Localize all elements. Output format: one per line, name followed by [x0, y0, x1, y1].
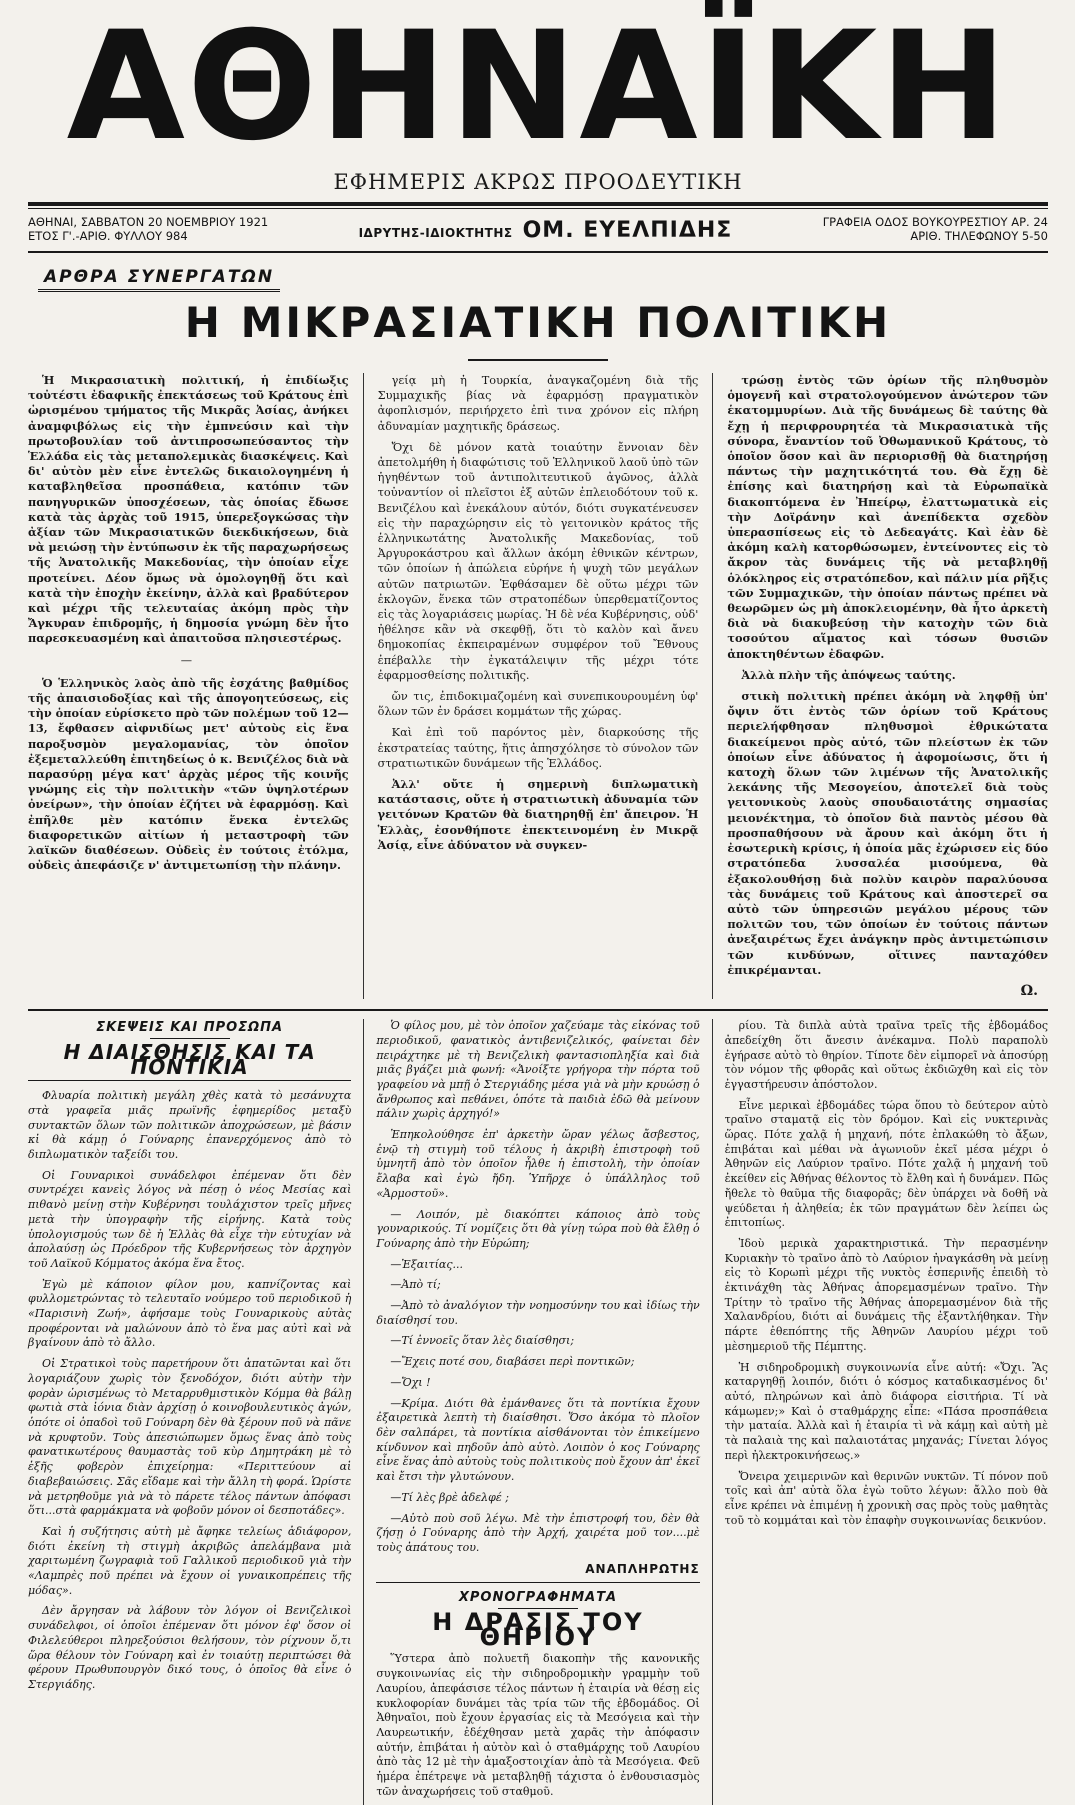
founder-block [359, 218, 733, 243]
bottom-section [28, 1019, 1048, 1805]
headline-rule [468, 359, 608, 361]
column-headline: Η ΔΡΑΣΙΣ ΤΟΥ ΘΗΡΙΟΥ [432, 1608, 644, 1651]
issue-date: ΑΘΗΝΑΙ, ΣΑΒΒΑΤΟΝ 20 ΝΟΕΜΒΡΙΟΥ 1921 [28, 215, 269, 229]
article-paragraph: Ἡ σιδηροδρομικὴ συγκοινωνία εἶνε αὐτή: «Ὄχι. Ἂς καταργηθῇ λοιπόν, διότι ὁ κόσμος καταδικασμένος δι' αὐτό, πληρώνων καὶ ἀπὸ διάφορα εἰσιτήρια. Τί νὰ κάμωμεν;» Καὶ ὁ σταθμάρχης εἶπε: «Πάσα προσπάθεια τὴν ματαία. Ἀλλὰ καὶ ἡ ἑταιρία τὶ νὰ κάμῃ καὶ αὐτὴ μὲ τὰ παλαιὰ της καὶ παλαιοτάτας μηχανάς; Γίνεται λόγος περὶ ἠλεκτροκινήσεως.» [724, 1360, 1048, 1462]
main-article [28, 253, 1048, 999]
founder-name: ΟΜ. ΕΥΕΛΠΙΔΗΣ [522, 218, 733, 243]
info-bar [28, 209, 1048, 253]
article-paragraph: — Λοιπόν, μὲ διακόπτει κάποιος ἀπὸ τοὺς γουναρικούς. Τί νομίζεις ὅτι θὰ γίνῃ τώρα ποὺ θὰ ἔλθῃ ὁ Γούναρης ἀπὸ τὴν Εὐρώπη; [376, 1207, 700, 1250]
article-paragraph: Ἰδοὺ μερικὰ χαρακτηριστικά. Τὴν περασμένην Κυριακὴν τὸ τραῖνο ἀπὸ τὸ Λαύριον ἠναγκάσθη νὰ μείνῃ εἰς τὸ Κορωπὶ μέχρι τῆς νυκτὸς ἐσπερινῆς ἐπειδὴ τὸ ἐκτινάχθη τὰς Ἀθήνας ἀπορεμασμένων τραῖνο. Τὴν Τρίτην τὸ τραῖνο τῆς Ἀθήνας ἀπορεμασμένον διὰ τῆς Χαλανδρίου, διότι αἱ δυνάμεις τῆς ἐξαντλήθηκαν. Τὴν πάρτε ἐθεπόπτης τῆς Ἀθηνῶν Λαυρίου μέχρι τοῦ μὲσημεριοῦ τῆς Πέμπτης. [724, 1236, 1048, 1353]
bottom-column-left [28, 1019, 351, 1805]
article-paragraph: Ὄνειρα χειμερινῶν καὶ θερινῶν νυκτῶν. Τί πόνον ποῦ τοῖς καὶ ἀπ' αὐτὰ ὅλα ἐγὼ τοῦτο λέγων: ἄλλο ποὺ θὰ εἶνε κρέπει νὰ ἐπιμένῃ ἡ χρονικὴ σας πρὸς τοὺς μαθητὰς τοῦ τὸ κομμάται καὶ τὸν ἐπαφὴν συγκοινωνίας δεικνύον. [724, 1469, 1048, 1527]
article-paragraph: τρώσῃ ἐντὸς τῶν ὁρίων τῆς πληθυσμὸν ὁμογενῆ καὶ στρατολογούμενον ἀνώτερον τῶν ἑκατομμυρίων. Διὰ τῆς δυνάμεως δὲ ταύτης θὰ ἔχῃ ἡ περιφρουρητέα τὰ Μικρασιατικὰ τῆς σύνορα, ἔναντίον τοῦ Ὀθωμανικοῦ Κράτους, τὸ ὁποῖον ὅσον καὶ ἂν περιορισθῇ θὰ διατηρήσῃ πάντως τὴν μαχητικότητά του. Θὰ ἔχῃ δὲ ἐπίσης καὶ διατηρήσῃ καὶ τὰ Εὐρωπαϊκὰ διακοπτόμενα ἐν Ἠπείρῳ, ἐλαττωματικὰ εἰς τὴν Δοϊράνην καὶ ἀνεπίδεκτα σχεδὸν ὑπερασπίσεως εἰς τὸ Δεδεαγάτς. Καὶ ἐὰν δὲ ἀκόμη καλὴ κατορθώσωμεν, ἐντείνοντες εἰς τὸ ἄκρον τὰς δυνάμεις τῆς νὰ μεταβληθῇ ὁλόκληρος εἰς στρατόπεδον, καὶ πάλιν μία ρῆξις τῶν Συμμαχικῶν, τὴν ὁποίαν πάντως πρέπει νὰ θεωρῶμεν ὡς μὴ ἀποκλειομένην, θὰ ἦτο ἀρκετὴ διὰ νὰ διακυβεύσῃ τὴν κατοχὴν τῶν διὰ τοσούτου αἵματος καὶ τόσων θυσιῶν ἀποκτηθέντων ἐδαφῶν. [727, 373, 1049, 661]
bottom-column-middle [376, 1019, 699, 1805]
article-columns [28, 373, 1048, 999]
newspaper-subtitle: ΕΦΗΜΕΡΙΣ ΑΚΡΩΣ ΠΡΟΟΔΕΥΤΙΚΗ [333, 170, 743, 194]
column-headline: Η ΔΙΑΙΣΘΗΣΙΣ ΚΑΙ ΤΑ ΠΟΝΤΙΚΙΑ [63, 1039, 316, 1079]
dialog-line: —Τί λὲς βρὲ ἀδελφέ ; [390, 1490, 509, 1504]
section-rule [376, 1582, 699, 1583]
article-column-1 [28, 373, 349, 999]
article-paragraph: Ἐγὼ μὲ κάποιον φίλον μου, καπνίζοντας καὶ φυλλομετρώντας τὸ τελευταῖο νούμερο τοῦ περιοδικοῦ ἡ «Παρισινὴ Ζωή», ἀφήσαμε τοὺς Γουναρικοὺς αὐτὰς προφέρονται νὰ μαλώνουν ἀπὸ τὸ ἕνα μας αὐτὶ καὶ νὰ βγαίνουν ἀπὸ τὸ ἄλλο. [28, 1277, 352, 1350]
article-paragraph: Ὄχι δὲ μόνον κατὰ τοιαύτην ἔννοιαν δὲν ἀπετολμήθη ἡ διαφώτισις τοῦ Ἑλληνικοῦ λαοῦ ὑπὸ τῶν ἡγηθέντων τοῦ ἀντιπολιτευτικοῦ ἀγῶνος, ἀλλὰ τοὐναντίον οἱ πλεῖστοι ἐξ αὐτῶν ἐπλειοδότουν τοῦ κ. Βενιζέλου καὶ ἐνεκάλουν αὐτόν, διότι συγκατένευσεν εἰς τὴν παραχώρησιν εἰς τὸ γειτονικὸν κράτος τῆς ἑλληνικωτάτης Ἀνατολικῆς Μακεδονίας, τοῦ Ἀργυροκάστρου καὶ ἄλλων ἀκόμη ἐθνικῶν κέντρων, τῶν ὁποίων ἡ ἀπώλεια εὑρήνε ἡ ψυχὴ τῶν μεγάλων αὐτῶν πατριωτῶν. Ἐφθάσαμεν δὲ οὕτω μέχρι τῶν ἐκλογῶν, ἕνεκα τῶν στρατοπέδων ὑπερθεματίζοντος εἰς τὰς λογαριάσεις μωρίας. Ἡ δὲ νέα Κυβέρνησις, οὐδ' ἠθέλησε κἂν νὰ σκεφθῇ, ὅτι τὸ καλὸν καὶ ἄνευ δημοκοπίας ἐκπειραμένων συμφέρον τοῦ Ἔθνους ἐπέβαλλε τὴν ἐγκατάλειψιν τῆς μέχρι τότε ἐφαρμοσθείσης πολιτικῆς. [377, 440, 699, 682]
article-paragraph: Ἡ Μικρασιατικὴ πολιτική, ἡ ἐπιδίωξις τοὐτέστι ἐδαφικῆς ἐπεκτάσεως τοῦ Κράτους ἐπὶ ὡρισμένου τμήματος τῆς Μικρᾶς Ἀσίας, ἀνήκει ἀναμφιβόλως εἰς τὴν ἐμπνεύσιν καὶ τὴν πρωτοβουλίαν τοῦ ἀντιπροσωπεύσαντος τὴν Ἑλλάδα εἰς τὰς μεταπολεμικὰς διασκέψεις. Καὶ δι' αὐτὸν μὲν εἶνε ἐντελῶς δικαιολογημένη ἡ καταβληθεῖσα προσπάθεια, κατόπιν τῶν πανηγυρικῶν ὑποσχέσεων, τὰς ὁποίας ἔδωσε κατὰ τὰς ἀρχὰς τοῦ 1915, ὑπερεξογκώσας τὴν ἀξίαν τῶν Μικρασιατικῶν διεκδικήσεων, διὰ νὰ μειώσῃ τὴν ἐντύπωσιν ἐκ τῆς παραχωρήσεως τῆς Ἀνατολικῆς Μακεδονίας, τὴν ὁποίαν εἶχε προτείνει. Δέον ὅμως νὰ ὁμολογηθῇ ὅτι καὶ κατὰ τὴν ἐποχὴν ἐκείνην, ἀλλὰ καὶ βραδύτερον καὶ μέχρι τῆς τελευταίας ἀκόμη πρὸς τὴν Ἄγκυραν ἐπιδρομῆς, ἡ δημοσία γνώμη δὲν ἦτο παρεσκευασμένη καὶ ἀπαιτοῦσα πλησιεστέρως. [28, 373, 349, 646]
article-paragraph: ρίου. Τὰ διπλὰ αὐτὰ τραῖνα τρεῖς τῆς ἑβδομάδος ἀπεδείχθη ὅτι ἄνεσιν ἀνέκαμνα. Πολὺ παραπολὺ ἐγήρασε αὐτὸ τὸ θηρίον. Τίποτε δὲν εἰμπορεῖ νὰ ἀποσύρῃ τὸν νόμον τῆς φθορᾶς καὶ οὕτως ἐκδιῶχθη καὶ εἰς τὸν ἐγγαστήρευσιν ἀπόστολον. [724, 1019, 1048, 1091]
dialog-line: —Ἔχεις ποτέ σου, διαβάσει περὶ ποντικῶν; [390, 1355, 635, 1369]
phone-number: ΑΡΙΘ. ΤΗΛΕΦΩΝΟΥ 5-50 [910, 229, 1048, 243]
dialog-line: —Ἀπὸ τὸ ἀναλόγιον τὴν νοημοσύνην του καὶ ἰδίως τὴν διαίσθησί του. [376, 1299, 700, 1327]
issue-number: ΕΤΟΣ Γ'.-ΑΡΙΘ. ΦΥΛΛΟΥ 984 [28, 229, 188, 243]
column-rule [712, 1019, 713, 1805]
main-headline: Η ΜΙΚΡΑΣΙΑΤΙΚΗ ΠΟΛΙΤΙΚΗ [184, 298, 892, 347]
article-signature: Ω. [1020, 982, 1039, 999]
article-paragraph: ὤν τις, ἐπιδοκιμαζομένη καὶ συνεπικουρουμένη ὑφ' ὅλων τῶν ἐν δράσει κομμάτων τῆς χώρας. [377, 690, 699, 719]
dialog-line: —Ἀπὸ τί; [390, 1278, 441, 1292]
paragraph-divider: — [180, 653, 196, 667]
article-paragraph: Οἱ Γουναρικοὶ συνάδελφοι ἐπέμεναν ὅτι δὲν συντρέχει κανεὶς λόγος νὰ πέσῃ ὁ νέος Μεσίας καὶ πιθανὸ μείνῃ στὴν Κυβέρνησι τουλάχιστον τρεῖς μῆνες μετὰ τὴν ὑπογραφὴν τῆς εἰρήνης. Κατὰ τοὺς ὑπολογισμούς των δὲ ἡ Ἑλλὰς θὰ εἶχε τὴν εὐτυχίαν νὰ ἀπολαύσῃ ὡς Πρόεδρον τῆς Κυβερνήσεως τὸν ἀρχηγὸν τοῦ Λαϊκοῦ Κόμματος ἀκόμα ἕνα ἔτος. [28, 1168, 352, 1270]
section-divider [28, 1009, 1048, 1011]
column-kicker: ΧΡΟΝΟΓΡΑΦΗΜΑΤΑ [458, 1590, 618, 1606]
article-paragraph: Φλυαρία πολιτικὴ μεγάλη χθὲς κατὰ τὸ μεσάνυχτα στὰ γραφεῖα μιᾶς πρωϊνῆς ἐφημερίδος μεταξὺ συντακτῶν ὅλων τῶν πολιτικῶν ἀποχρώσεων, μὲ βάσιν κἰ θὰ κάμῃ ὁ Γούναρης ἐπανερχόμενος ἀπὸ τὸ διπλωματικὸν ταξείδι του. [28, 1089, 352, 1162]
newspaper-title: ΑΘΗΝΑΪΚΗ [66, 0, 1010, 174]
article-paragraph: στικὴ πολιτικὴ πρέπει ἀκόμη νὰ ληφθῇ ὑπ' ὄψιν ὅτι ἐντὸς τῶν ὁρίων τοῦ Κράτους περιελήφθησαν πληθυσμοὶ ἐθρικώτατα διακείμενοι πρὸς αὐτό, τῶν πλείστων ἐκ τῶν ὁποίων εἶνε ἀδύνατος ἡ ἀφομοίωσις, ὅτι ἡ κατοχὴ ὅλων τῶν λιμένων τῆς Ἀνατολικῆς λεκάνης τῆς Μεσογείου, ἀποτελεῖ διὰ τοὺς γειτονικοὺς λαοὺς σπουδαιοτάτης σημασίας μειονέκτημα, τὸ ὁποῖον διὰ παντὸς μέσου θὰ προσπαθήσουν νὰ ἄρουν καὶ ἀκόμη ὅτι ἡ ἐσωτερικὴ κρίσις, ἡ ὁποία μᾶς ἐχώρισεν εἰς δύο στρατόπεδα λυσσαλέα μισούμενα, θὰ ἐξακολουθήσῃ διὰ πολὺν καιρὸν παραλύουσα τὰς δυνάμεις τοῦ Κράτους καὶ ἀποστερεῖ σα αὐτὸ τῶν ὑπηρεσιῶν μεγάλου μέρους τῶν πολιτῶν του, τῶν ὁποίων ἐν τούτοις πάντων ἀνεξαιρέτως ἔχει ἀνάγκην πρὸς ἀντιμετώπισιν τῶν κινδύνων, οἵτινες πανταχόθεν ἐπικρέμανται. [727, 689, 1049, 977]
author-byline: ΑΝΑΠΛΗΡΩΤΗΣ [585, 1561, 700, 1576]
article-paragraph: —Αὐτὸ ποὺ σοῦ λέγω. Μὲ τὴν ἐπιστροφή του, δὲν θὰ ζήσῃ ὁ Γούναρης ἀπὸ τὴν Ἀρχή, χαιρέτα μοῦ τον....μὲ τοὺς ἀπάτους του. [376, 1511, 700, 1554]
article-paragraph: Καὶ ἡ συζήτησις αὐτὴ μὲ ἄφηκε τελείως ἀδιάφορον, διότι ἐκείνη τὴ στιγμὴ ἀκριβῶς ἀπελάμβανα μιὰ χαριτωμένη ζωγραφιὰ τοῦ Γαλλικοῦ περιοδικοῦ γιὰ τὴν «Λαμπρὲς ποῦ πρέπει νὰ ἔχουν οἱ γυναικοπρέπεις τῆς μόδας». [28, 1524, 352, 1597]
article-paragraph: γείᾳ μὴ ἡ Τουρκία, ἀναγκαζομένη διὰ τῆς Συμμαχικῆς βίας νὰ ἐφαρμόσῃ πραγματικὸν ἀφοπλισμόν, περιήρχετο ἐπὶ τινα χρόνον εἰς πλήρη ἀδυναμίαν μαχητικῆς δράσεως. [377, 374, 699, 433]
bottom-column-right [725, 1019, 1048, 1805]
article-column-2 [378, 373, 699, 999]
article-paragraph: Οἱ Στρατικοὶ τοὺς παρετήρουν ὅτι ἀπατῶνται καὶ ὅτι λογαριάζουν χωρὶς τὸν ξενοδόχον, διότι αὐτὴν τὴν φορὰν ὡρισμένως τὸ Μεταρρυθμιστικὸν Κόμμα θὰ βάλῃ φωτιὰ στὰ ἰόνια διὰν ἀρχίσῃ ὁ κοινοβουλευτικὸς ἀγών, ὁπότε οἱ ὁπαδοὶ τοῦ Γούναρη δὲν θὰ ξέρουν ποῦ νὰ πᾶνε νὰ κρυφτοῦν. Τοὺς ἀπεσιώπωμεν ὅμως ἕνας ἀπὸ τοὺς φανατικωτέρους θαυμαστὰς τοῦ κὺρ Δημητράκη μὲ τὸ ἑξῆς φοβερὸν ἐπιχείρημα: «Περιττεύουν αἱ διαβεβαιώσεις. Σᾶς εἴδαμε καὶ τὴν ἄλλη τὴ φορά. Ὡρίστε νὰ μετρηθοῦμε γιὰ νὰ τὸ πάρετε τέλος πάντων ἀπόφασι ὅτι...στὰ φαρμάκματα νὰ φοβοῦν μόνον οἱ δεσποτάδες». [28, 1357, 352, 1518]
article-paragraph: Ἐπηκολούθησε ἐπ' ἀρκετὴν ὥραν γέλως ἄσβεστος, ἐνῷ τὴ στιγμὴ τοῦ τέλους ἡ ἀκριβὴ ἐπιστροφὴ τοῦ ὑμνητῆ ἀπὸ τὸν ὁποῖον ἦλθε ἡ ἐπιστολὴ, τὴν ὁποίαν ἔλαβα καὶ ἐγὼ ἤδη. Ὑπῆρχε ὁ ὑπάλληλος τοῦ «Ἀρμοστοῦ». [376, 1128, 700, 1200]
article-paragraph: Ἀλλὰ πλὴν τῆς ἀπόψεως ταύτης. [741, 667, 956, 682]
office-address: ΓΡΑΦΕΙΑ ΟΔΟΣ ΒΟΥΚΟΥΡΕΣΤΙΟΥ ΑΡ. 24 [822, 215, 1048, 229]
column-rule [363, 1019, 364, 1805]
article-paragraph: Δὲν ἄργησαν νὰ λάβουν τὸν λόγον οἱ Βενιζελικοὶ συνάδελφοι, οἱ ὁποῖοι ἐπέμεναν ὅτι μόνον ἐφ' ὅσον οἱ Φιλελεύθεροι πληρεξούσιοι θελήσουν, τὸν ρίχνουν ὅ,τι ὥρα θέλουν τὸν Γούναρη καὶ ἐν τοιαύτῃ περιπτώσει θὰ φέρουν Πρωθυπουργὸν δικό τους, ὁ ὁποῖος θὰ εἶνε ὁ Στεργιάδης. [28, 1604, 352, 1691]
column-rule [712, 373, 713, 999]
article-paragraph: Ὕστερα ἀπὸ πολυετῆ διακοπὴν τῆς κανονικῆς συγκοινωνίας εἰς τὴν σιδηροδρομικὴν γραμμὴν τοῦ Λαυρίου, ἀπεφάσισε τέλος πάντων ἡ ἑταιρία νὰ θέσῃ εἰς κυκλοφορίαν δυνάμει τὰς τρία τῶν τῆς ἐβδομάδος. Οἱ Ἀθηναῖοι, ποὺ ἔχουν ἐργασίας εἰς τὰ Μεσόγεια καὶ τὴν Λαυρεωτικήν, ἐδέχθησαν μετὰ χαρᾶς τὴν ἀπόφασιν αὐτήν, ἐπιβάται ἡ αὐτὸν καὶ ὁ σταθμάρχης τοῦ Λαυρίου ἀπὸ τὰς 12 μὲ τὴν ἀμαξοστοιχίαν ἀπὸ τὰ Μεσόγεια. Φεῦ ἡμέρα ἐπέτρεψε νὰ μεταβληθῇ τάχιστα ὁ ἐνθουσιασμὸς τῶν ἀναχωρήσεις τοῦ σταθμοῦ. [376, 1652, 700, 1798]
section-label: ΑΡΘΡΑ ΣΥΝΕΡΓΑΤΩΝ [38, 267, 280, 292]
article-paragraph: Καὶ ἐπὶ τοῦ παρόντος μὲν, διαρκούσης τῆς ἐκστρατείας ταύτης, ἥτις ἀπησχόλησε τὸ σύνολον τῶν στρατιωτικῶν δυνάμεων τῆς Ἑλλάδος. [377, 726, 699, 770]
dialog-line: —Τί ἐννοεῖς ὅταν λὲς διαίσθησι; [390, 1334, 575, 1348]
masthead-rule [28, 202, 1048, 206]
date-block [28, 215, 268, 243]
article-column-3 [727, 373, 1048, 999]
masthead [28, 0, 1048, 194]
column-rule [363, 373, 364, 999]
dialog-line: —Ἐξαιτίας... [390, 1257, 463, 1271]
article-paragraph: —Κρίμα. Διότι θὰ ἐμάνθανες ὅτι τὰ ποντίκια ἔχουν ἐξαιρετικὰ λεπτὴ τὴ διαίσθησι. Ὅσο ἀκόμα τὸ πλοῖον δὲν σαλπάρει, τὰ ποντίκια αἰσθάνονται τὸν ἐπικείμενο κίνδυνον καὶ πηδοῦν ἀπὸ αὐτὸ. Λοιπὸν ὁ κος Γούναρης εἶνε ἕνας ἀπὸ αὐτοὺς τοὺς πολιτικοὺς ποὺ ἔχουν ἀπ' ἐκεῖ καὶ ἔτσι τὴν γλυτώνουν. [376, 1396, 700, 1484]
office-block [823, 215, 1048, 243]
kicker-rule [150, 1038, 230, 1039]
founder-label: ΙΔΡΥΤΗΣ-ΙΔΙΟΚΤΗΤΗΣ [358, 226, 513, 240]
article-paragraph: Εἶνε μερικαὶ ἑβδομάδες τώρα ὅπου τὸ δεύτερον αὐτὸ τραῖνο σταματᾷ εἰς τὸν δρόμον. Καὶ εἰς νυκτερινὰς ὥρας. Πότε χαλᾷ ἡ μηχανή, πότε ἐπλακώθη τὸ ἄξων, ἐπιβάται καὶ μέθαι νὰ ἀγωνιοῦν ἐκεῖ μέσα μέχρι ὁ Ἀθηνῶν εἰς Λαύριον τραῖνο. Πότε χαλᾷ ἡ μηχανή τοῦ ἐκείθεν εἰς Ἀθήνας θέλοντος τὸ ἔλθη καὶ ἡ δυνάμεν. Πῶς ἤθελε τὸ θαῦμα τῆς διαφορᾶς; δὲν ὑπάρχει νὰ δοθῆ νὰ ψεύδεται ἡ ἀληθεία; ἐκ τῶν πραγμάτων δὲν λείπει ὡς ἐπιτοπίως. [724, 1098, 1048, 1230]
article-paragraph: Ὁ φίλος μου, μὲ τὸν ὁποῖον χαζεύαμε τὰς εἰκόνας τοῦ περιοδικοῦ, φανατικὸς ἀντιβενιζελικός, φαίνεται δὲν πειράχτηκε μὲ τὴ Βενιζελικὴ φαντασιοπληξία καὶ διὰ μιᾶς βγάζει μιὰ φωνή: «Ἀνοίξτε γρήγορα τὴν πόρτα τοῦ γραφείου νὰ μπῇ ὁ Στεργιάδης μέσα γιὰ νὰ μὴν κρυώσῃ ὁ ἄνθρωπος καὶ πεθάνει, ὁπότε τὰ παιδιὰ ἐδῶ θὰ μείνουν πάλιν χωρὶς ἀρχηγό!» [376, 1019, 700, 1121]
headline-rule [28, 1080, 351, 1081]
column-kicker: ΣΚΕΨΕΙΣ ΚΑΙ ΠΡΟΣΩΠΑ [96, 1020, 284, 1036]
article-paragraph: Ὁ Ἑλληνικὸς λαὸς ἀπὸ τῆς ἐσχάτης βαθμίδος τῆς ἀπαισιοδοξίας καὶ τῆς ἀπογοητεύσεως, εἰς τὴν ὁποίαν εὑρίσκετο πρὸ τῶν πολέμων τοῦ 12—13, ἔφθασεν αἰφνιδίως μετ' αὐτοὺς εἰς ἕνα παροξυσμὸν μεγαλομανίας, τὸν ὁποῖον ἐξεμεταλλεύθη ἐπιτηδείως ὁ κ. Βενιζέλος διὰ νὰ παρασύρῃ μέγα κατ' ἀρχὰς μέρος τῆς κοινῆς γνώμης εἰς τὴν πολιτικὴν «τῶν ὑψηλοτέρων ὀνείρων», τὴν ὁποίαν ἐζήτει νὰ ἐφαρμόσῃ. Καὶ ἐπῆλθε μὲν κατόπιν ἕνεκα ἐντελῶς διαφορετικῶν αἰτίων ἡ μεταστροφὴ τῶν λαϊκῶν διαθέσεων. Οὐδεὶς ἐν τούτοις ἐτόλμα, οὐδεὶς ἀπεφάσιζε ν' ἀντιμετωπίσῃ τὴν πλάνην. [28, 675, 349, 873]
article-paragraph: Ἀλλ' οὔτε ἡ σημερινὴ διπλωματικὴ κατάστασις, οὔτε ἡ στρατιωτικὴ ἀδυναμία τῶν γειτόνων Κρατῶν θὰ διατηρηθῇ ἐπ' ἄπειρον. Ἡ Ἑλλὰς, ἐσονθήποτε ἐπεκτεινομένη ἐν Μικρᾷ Ἀσίᾳ, εἶνε ἀδύνατον νὰ συγκεν- [377, 777, 699, 852]
dialog-line: —Ὄχι ! [390, 1375, 431, 1389]
